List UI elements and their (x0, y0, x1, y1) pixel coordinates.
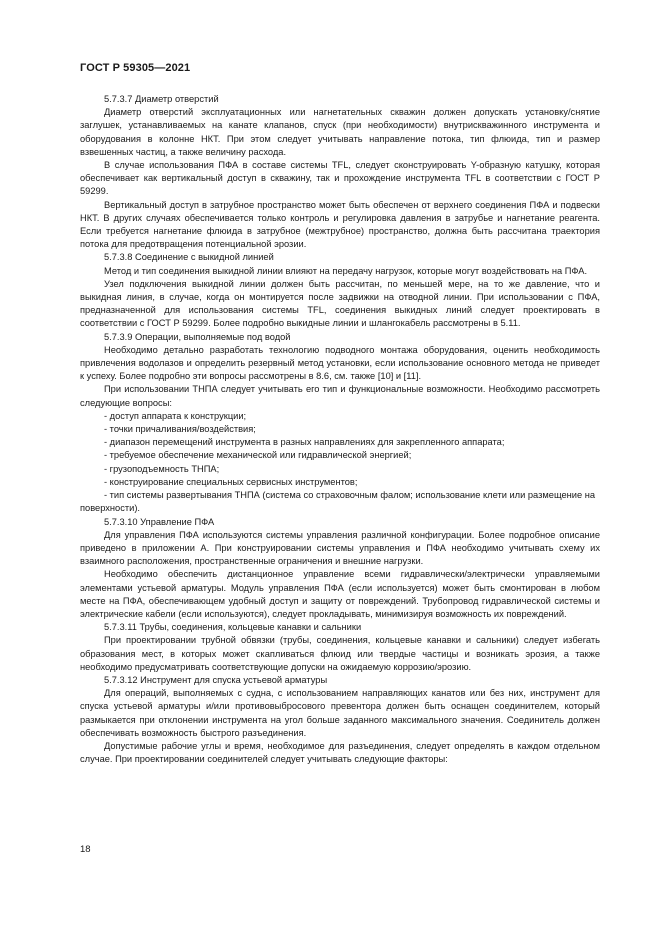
paragraph: Для операций, выполняемых с судна, с использованием направляющих канатов или без них, инструмент для спуска устьевой арматуры и/или противовыбросового превентора должен быть оснащен соединителем, который размыкается при отклонении инструмента на угол больше заданного максимального значения. Соединитель должен обеспечивать возможность быстрого разъединения. (80, 688, 600, 738)
paragraph: Вертикальный доступ в затрубное пространство может быть обеспечен от верхнего соединения ПФА и подвески НКТ. В других случаях обеспечивается только контроль и регулировка давления в затрубье и нагнетание реагента. Если требуется нагнетание флюида в затрубное (межтрубное) пространство, должна быть рассчитана траектория потока для предотвращения потенциальной эрозии. (80, 199, 600, 250)
paragraph: Для управления ПФА используются системы управления различной конфигурации. Более подробное описание приведено в приложении А. При конструировании системы управления и ПФА необходимо учитывать схему их взаимного расположения, пространственные ограничения и внешние нагрузки. (80, 529, 600, 567)
document-body (80, 93, 600, 766)
list-item: - грузоподъемность ТНПА; (104, 463, 220, 474)
list-item: - доступ аппарата к конструкции; (104, 410, 247, 421)
section-heading-5-7-3-8: 5.7.3.8 Соединение с выкидной линией (104, 252, 274, 263)
paragraph: Диаметр отверстий эксплуатационных или нагнетательных скважин должен допускать установку/снятие заглушек, устанавливаемых на канате клапанов, спуск (при необходимости) внутрискважинного инструмента и оборудования в колонне НКТ. При этом следует учитывать направление потока, тип флюида, тип и размер взвешенных частиц, а также величину расхода. (80, 107, 600, 157)
section-heading-5-7-3-10: 5.7.3.10 Управление ПФА (104, 516, 215, 527)
list-item: - требуемое обеспечение механической или гидравлической энергией; (104, 450, 412, 461)
section-heading-5-7-3-7: 5.7.3.7 Диаметр отверстий (104, 94, 219, 104)
list-item: - тип системы развертывания ТНПА (система со страховочным фалом; использование клети или размещение на поверхности). (80, 490, 596, 514)
document-header: ГОСТ Р 59305—2021 (80, 62, 191, 74)
paragraph: При проектировании трубной обвязки (трубы, соединения, кольцевые канавки и сальники) следует избегать образования мест, в которых может скапливаться флюид или твердые частицы и возникать эрозия, а также необходимо предусматривать соответствующие допуски на ожидаемую коррозию/эрозию. (80, 635, 600, 672)
section-heading-5-7-3-11: 5.7.3.11 Трубы, соединения, кольцевые канавки и сальники (104, 622, 362, 633)
paragraph: Допустимые рабочие углы и время, необходимое для разъединения, следует определять в каждом отдельном случае. При проектировании соединителей следует учитывать следующие факторы: (80, 740, 600, 765)
paragraph: В случае использования ПФА в составе системы TFL, следует сконструировать Y-образную катушку, которая обеспечивает как вертикальный доступ в скважину, так и прохождение инструмента TFL в соответствии с ГОСТ Р 59299. (80, 160, 600, 197)
section-heading-5-7-3-12: 5.7.3.12 Инструмент для спуска устьевой арматуры (104, 674, 328, 685)
page-number: 18 (80, 844, 91, 855)
paragraph: Метод и тип соединения выкидной линии влияют на передачу нагрузок, которые могут воздействовать на ПФА. (104, 265, 588, 276)
list-item: - конструирование специальных сервисных инструментов; (104, 476, 358, 487)
list-item: - диапазон перемещений инструмента в разных направлениях для закрепленного аппарата; (104, 437, 505, 448)
paragraph: При использовании ТНПА следует учитывать его тип и функциональные возможности. Необходимо рассмотреть следующие вопросы: (80, 384, 600, 408)
paragraph: Узел подключения выкидной линии должен быть рассчитан, по меньшей мере, на то же давление, что и выкидная линия, в случае, когда он монтируется после задвижки на отводной линии. При использовании с ПФА, предназначенной для использования системы TFL, соединения выкидных линий следует проектировать в соответствии с ГОСТ Р 59299. Более подробно выкидные линии и шлангокабель рассмотрены в 5.11. (80, 278, 600, 329)
paragraph: Необходимо обеспечить дистанционное управление всеми гидравлически/электрически управляемыми элементами устьевой арматуры. Модуль управления ПФА (если используется) может быть смонтирован в любом месте на ПФА, обеспечивающем удобный доступ и защиту от повреждений. Трубопровод гидравлической системы и электрические кабели (если используются), следует прокладывать, минимизируя возможность их повреждений. (80, 569, 600, 619)
paragraph: Необходимо детально разработать технологию подводного монтажа оборудования, оценить необходимость привлечения водолазов и определить резервный метод установки, если использование основного метода не приведет к успеху. Более подробно эти вопросы рассмотрены в 8.6, см. также [10] и [11]. (80, 344, 600, 382)
section-heading-5-7-3-9: 5.7.3.9 Операции, выполняемые под водой (104, 331, 291, 342)
list-item: - точки причаливания/воздействия; (104, 424, 256, 435)
